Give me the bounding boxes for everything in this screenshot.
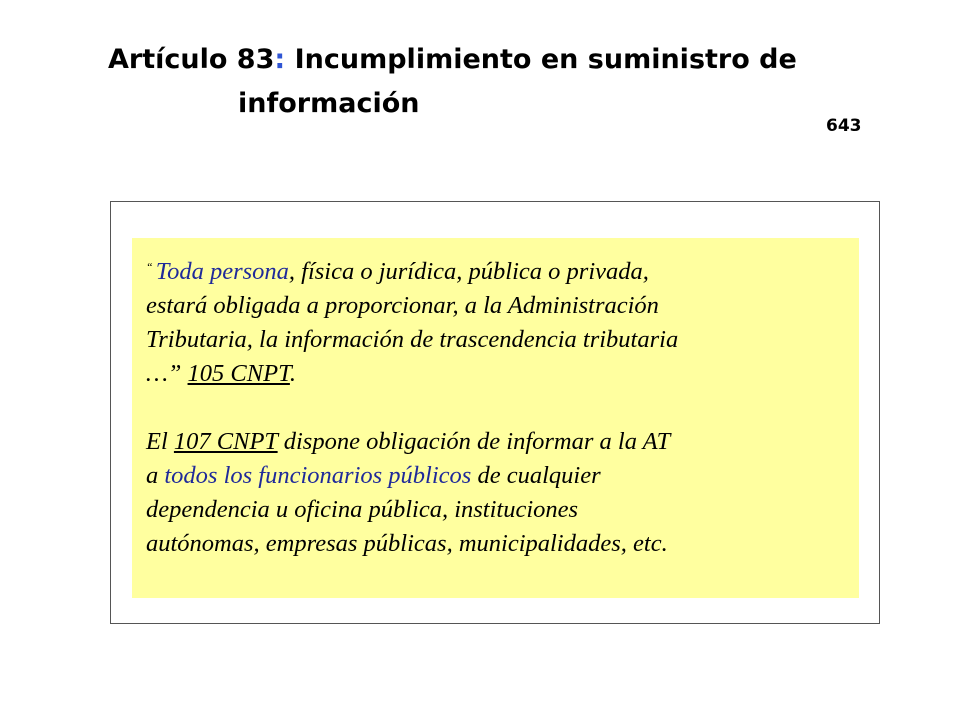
p2-line1: dispone obligación de informar a la AT [277,428,671,455]
p2-line2: de cualquier [471,462,601,489]
p1-line2: estará obligada a proporcionar, a la Administración [146,292,659,319]
p2-line4: autónomas, empresas públicas, municipalidades, etc. [146,530,668,557]
title-colon: : [274,44,286,75]
title-line2: información [238,88,420,119]
paragraph-1 [146,250,849,391]
article-label: Artículo 83 [108,44,275,75]
reference-105-cnpt: 105 CNPT [187,360,290,387]
open-quote: “ [146,260,156,274]
quote-box [132,238,859,598]
slide-number: 643 [826,116,862,136]
p1-highlight: Toda persona [155,258,289,285]
p2-highlight: todos los funcionarios públicos [164,462,472,489]
p2-line3: dependencia u oficina pública, instituciones [146,496,579,523]
reference-107-cnpt: 107 CNPT [173,428,278,455]
title-line1: Incumplimiento en suministro de [285,44,797,75]
paragraph-2 [146,425,849,561]
slide-title [108,38,868,126]
p1-line4: …” [146,360,188,387]
p1-end: . [289,360,297,387]
p1-line1: , física o jurídica, pública o privada, [288,258,649,285]
p2-pre: El [146,428,174,455]
p2-line2-pre: a [146,462,165,489]
p1-line3: Tributaria, la información de trascendencia tributaria [146,326,679,353]
